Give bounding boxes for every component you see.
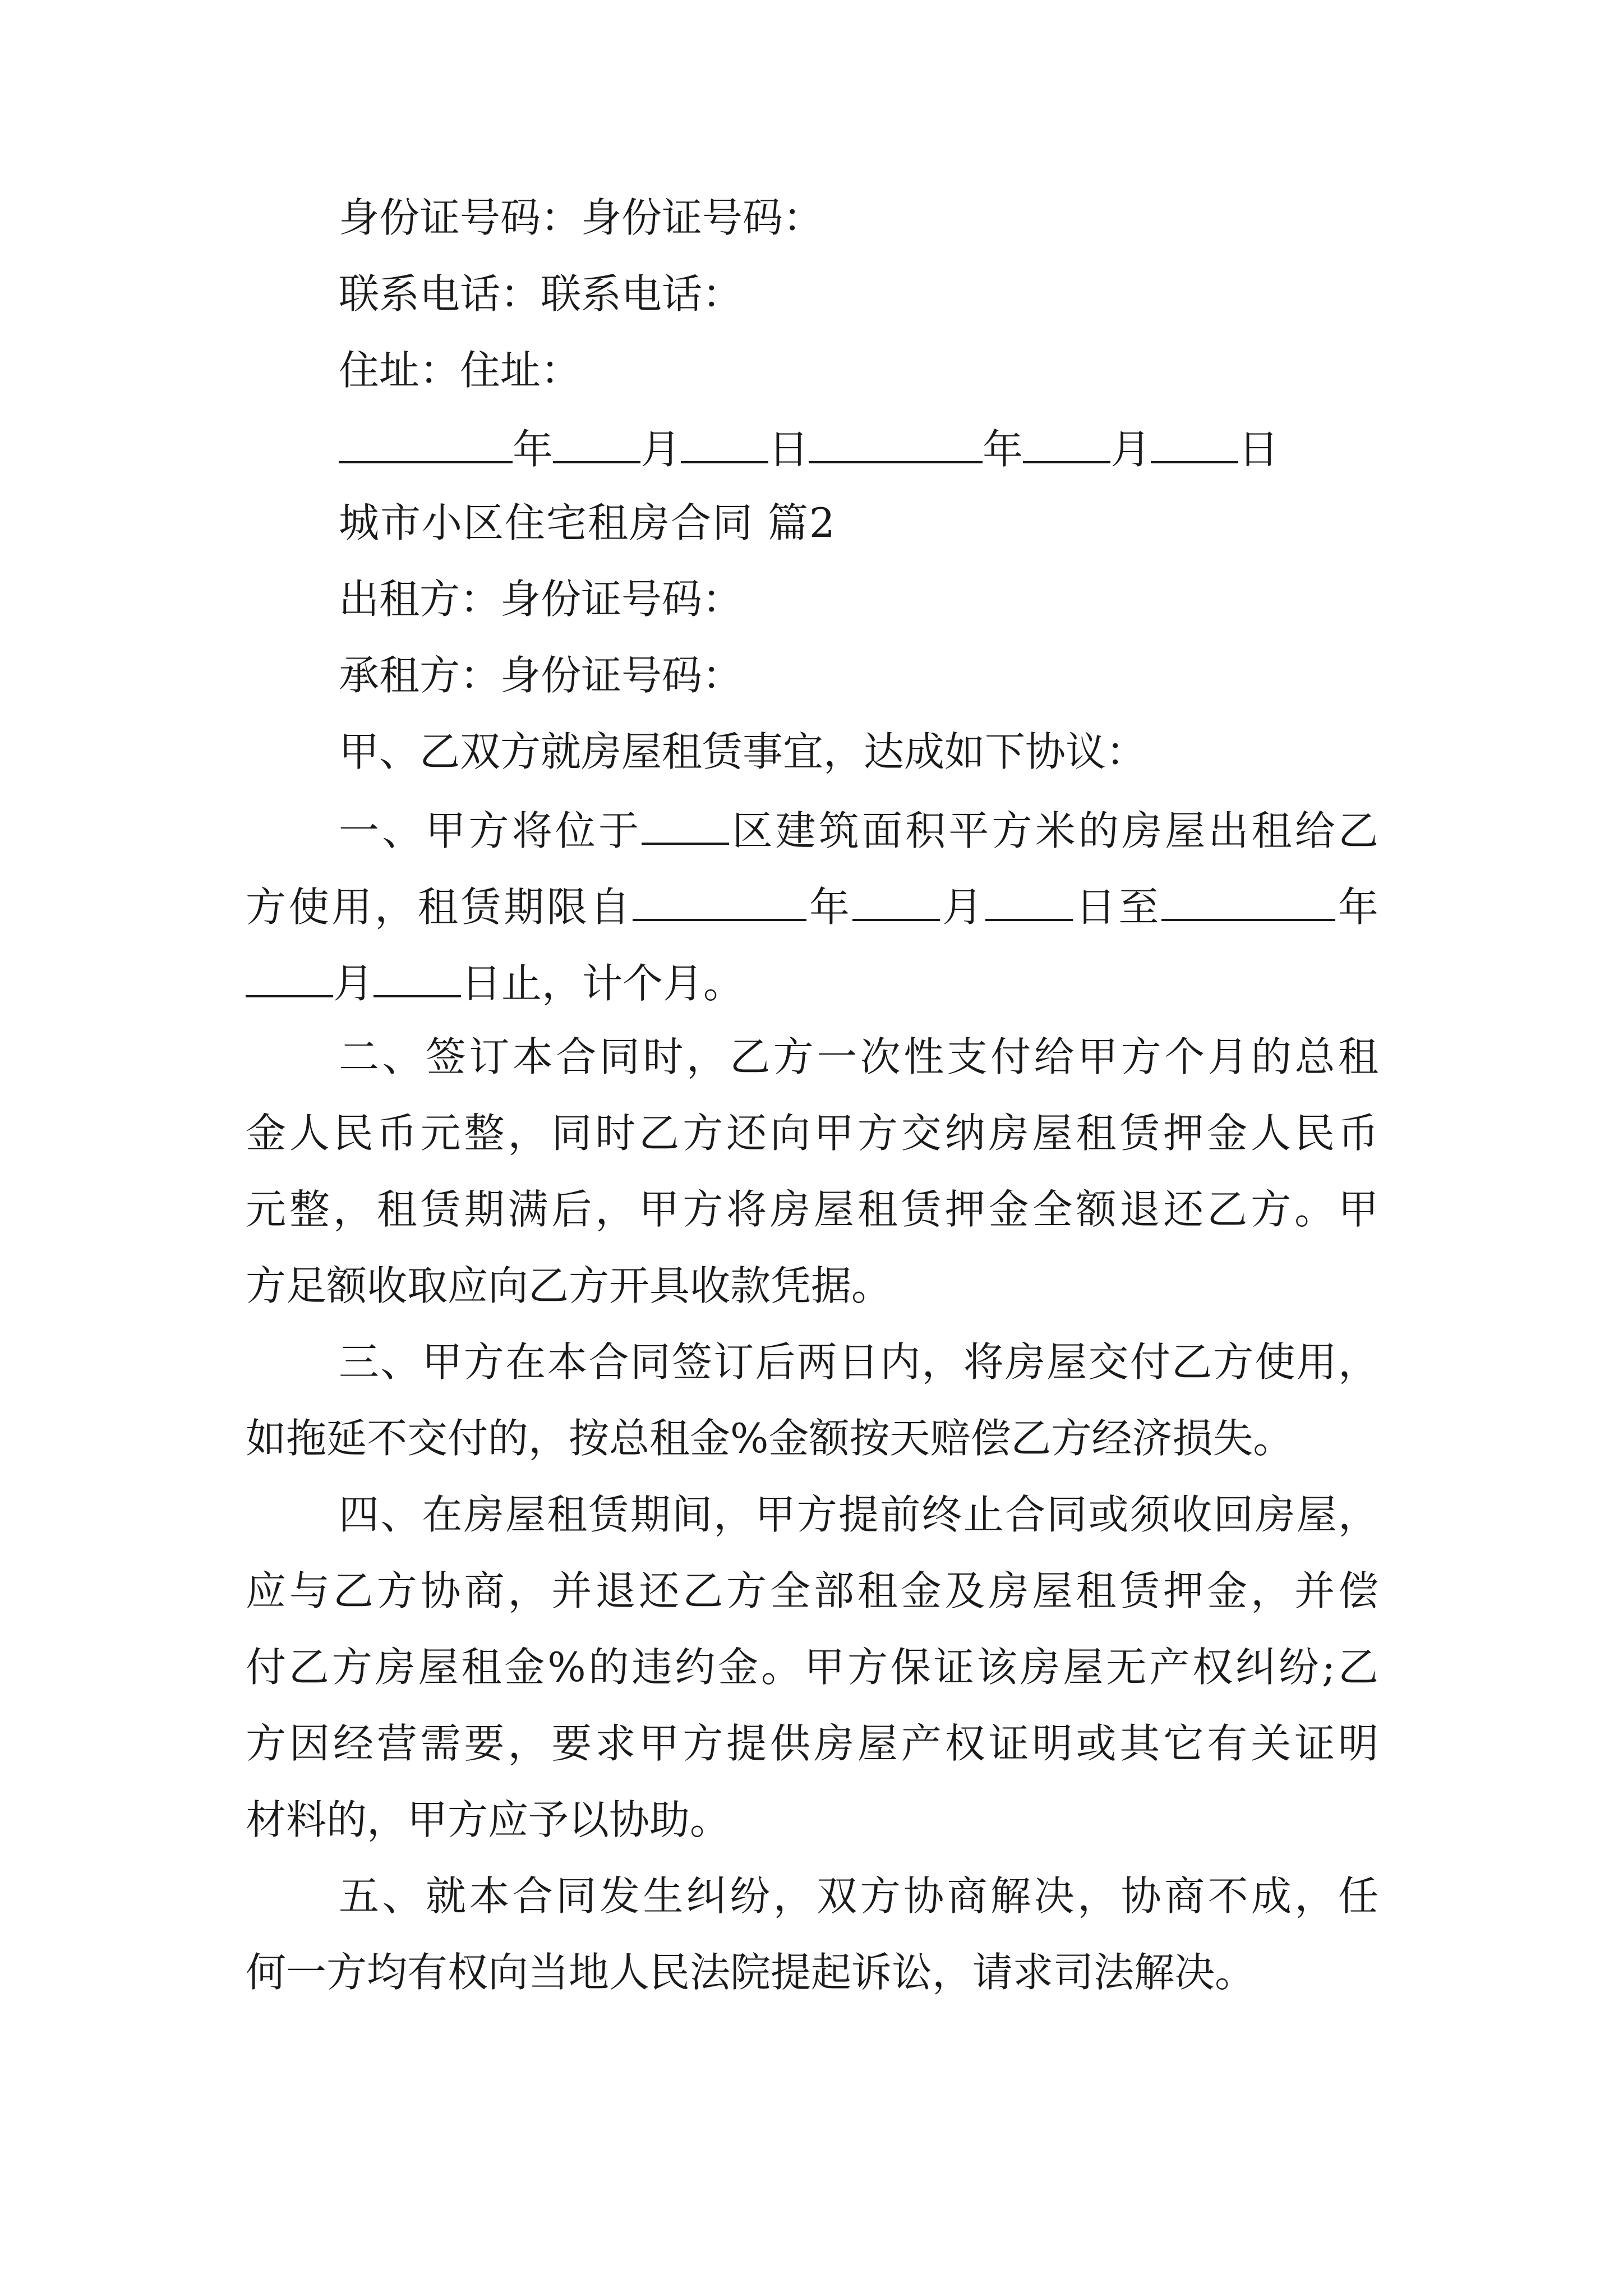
lessee-line: 承租方：身份证号码：: [339, 652, 743, 699]
clause-3-line-1: 三、甲方在本合同签订后两日内，将房屋交付乙方使用，: [339, 1338, 1378, 1386]
blank-end-year: [1161, 877, 1335, 921]
clause-3-line-2: 如拖延不交付的，按总租金%金额按天赔偿乙方经济损失。: [246, 1415, 1294, 1462]
clause-1-end-day: 日止，计个月。: [461, 960, 744, 1007]
date-year-1: 年: [513, 426, 554, 473]
clause-2-line-2: 金人民币元整，同时乙方还向甲方交纳房屋租赁押金人民币: [246, 1110, 1378, 1157]
clause-2: [246, 1030, 1378, 1313]
clause-2-line-1: 二、签订本合同时，乙方一次性支付给甲方个月的总租: [339, 1033, 1378, 1080]
clause-3: [246, 1335, 1378, 1465]
blank-day-1: [681, 420, 768, 463]
blank-month-2: [1023, 420, 1110, 463]
clause-1-end-month: 月: [333, 960, 374, 1007]
clause-1: [246, 801, 1378, 1007]
clause-1-start-year: 年: [806, 884, 852, 931]
blank-district: [642, 801, 729, 845]
blank-day-2: [1151, 420, 1238, 463]
clause-1-start-day: 日至: [1073, 884, 1162, 931]
address-line: 住址：住址：: [339, 347, 582, 394]
id-number-line: 身份证号码：身份证号码：: [339, 194, 824, 241]
blank-start-month: [852, 877, 940, 921]
lessor-line: 出租方：身份证号码：: [339, 576, 743, 623]
clause-2-line-4: 方足额收取应向乙方开具收款凭据。: [246, 1262, 892, 1309]
blank-start-day: [985, 877, 1073, 921]
blank-year-1: [339, 420, 513, 463]
phone-line: 联系电话：联系电话：: [339, 270, 743, 318]
clause-4-line-2: 应与乙方协商，并退还乙方全部租金及房屋租赁押金，并偿: [246, 1567, 1378, 1614]
blank-month-1: [553, 420, 640, 463]
clause-4-line-4: 方因经营需要，要求甲方提供房屋产权证明或其它有关证明: [246, 1720, 1378, 1767]
blank-year-2: [809, 420, 983, 463]
clause-4-line-1: 四、在房屋租赁期间，甲方提前终止合同或须收回房屋，: [339, 1491, 1378, 1538]
clause-4-line-5: 材料的，甲方应予以协助。: [246, 1796, 731, 1843]
date-day-2: 日: [1238, 426, 1279, 473]
blank-end-month: [246, 954, 333, 997]
clause-1-start-month: 月: [939, 884, 986, 931]
clause-1-line-1: [246, 801, 1378, 855]
clause-4: [246, 1488, 1378, 1847]
blank-start-year: [633, 877, 806, 921]
date-day-1: 日: [768, 426, 809, 473]
blank-end-day: [374, 954, 461, 997]
clause-2-line-3: 元整，租赁期满后，甲方将房屋租赁押金全额退还乙方。甲: [246, 1186, 1378, 1233]
clause-1-line-3: [246, 954, 1378, 1007]
contract-title: 城市小区住宅租房合同 篇2: [339, 499, 836, 546]
clause-4-line-3: 付乙方房屋租金%的违约金。甲方保证该房屋无产权纠纷;乙: [246, 1644, 1378, 1691]
clause-1-text-b: 区建筑面积平方米的房屋出租给乙: [729, 807, 1378, 854]
clause-1-text-c: 方使用，租赁期限自: [246, 884, 633, 931]
clause-5-line-1: 五、就本合同发生纠纷，双方协商解决，协商不成，任: [339, 1872, 1378, 1920]
signature-date-line: [246, 420, 1378, 473]
document-body: [246, 191, 1378, 2022]
clause-1-end-year: 年: [1335, 884, 1378, 931]
clause-5-line-2: 何一方均有权向当地人民法院提起诉讼，请求司法解决。: [246, 1949, 1256, 1996]
clause-1-text-a: 一、甲方将位于: [339, 807, 642, 854]
date-month-2: 月: [1110, 426, 1151, 473]
clause-5: [246, 1869, 1378, 1999]
date-month-1: 月: [640, 426, 681, 473]
date-year-2: 年: [983, 426, 1023, 473]
agreement-intro: 甲、乙双方就房屋租赁事宜，达成如下协议：: [339, 728, 1147, 775]
clause-1-line-2: [246, 877, 1378, 931]
